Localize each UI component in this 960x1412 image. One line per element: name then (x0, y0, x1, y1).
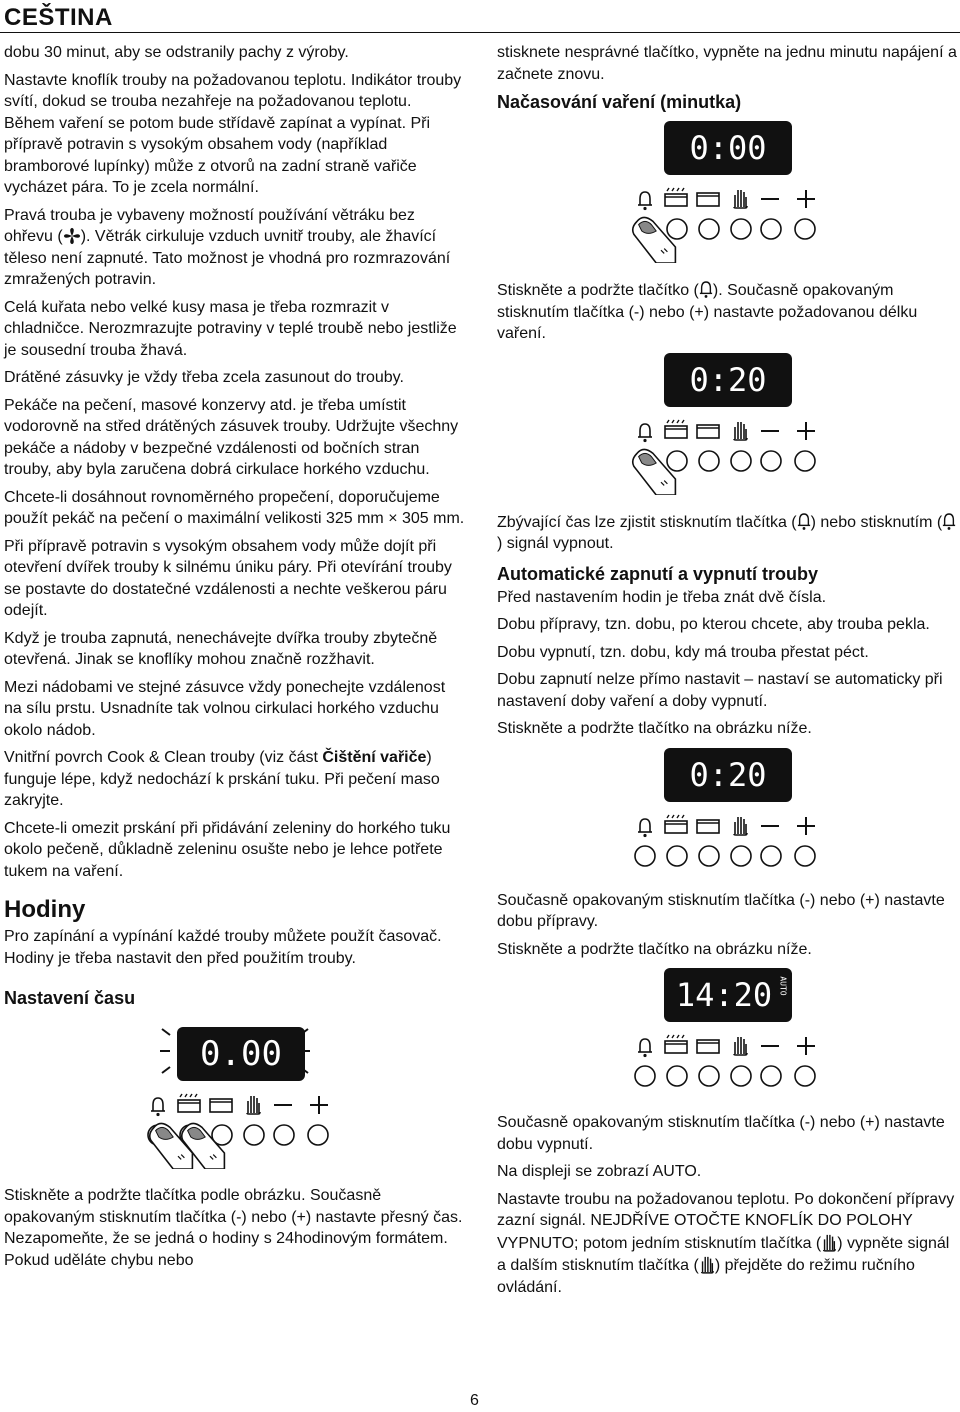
bell-icon (638, 819, 652, 837)
bell-icon (638, 1039, 652, 1057)
paragraph: Pekáče na pečení, masové konzervy atd. je třeba umístit vodorovně na střed drátěných zásuvek trouby. Udržujte všechny pekáče a nádoby v bezpečné vzdálenosti od bočních stran trouby, aby byla zaručena dobrá cirkulace horkého vzduchu. (4, 396, 459, 478)
grill-icon (665, 420, 687, 438)
heading-nastaveni-casu: Nastavení času (4, 988, 136, 1008)
paragraph-remaining-time: Zbývající čas lze zjistit stisknutím tlačítka ( ) nebo stisknutím () signál vypnout. (497, 511, 957, 555)
oven-icon (697, 425, 719, 438)
paragraph: Celá kuřata nebo velké kusy masa je třeba rozmrazit v chladničce. Nerozmrazujte potraviny v teplé troubě nebo jestliže je sousední trouba žhavá. (4, 298, 457, 359)
hand-icon (734, 422, 747, 440)
button-row (633, 802, 833, 880)
paragraph-cook-clean: Vnitřní povrch Cook & Clean trouby (viz část Čištění vařiče) funguje lépe, když nedochází k prskání tuku. Při pečení maso zakryjte. (4, 749, 440, 809)
paragraph: Chcete-li dosáhnout rovnoměrného propečení, doporučujeme použít pekáč na pečení o maximální velikosti 325 mm × 305 mm. (4, 488, 465, 527)
section-reference: Čištění vařiče (322, 749, 427, 766)
bell-icon (942, 511, 956, 531)
plus-button[interactable] (795, 219, 815, 239)
grill-button[interactable] (667, 846, 687, 866)
grill-icon (178, 1094, 200, 1112)
minus-button[interactable] (274, 1125, 294, 1145)
paragraph: Na displeji se zobrazí AUTO. (497, 1163, 702, 1180)
button-row (633, 407, 833, 485)
auto-indicator: AUTO (778, 976, 788, 996)
right-column (497, 42, 957, 1304)
paragraph: dobu 30 minut, aby se odstranily pachy z výroby. (4, 44, 349, 61)
paragraph: Dobu zapnutí nelze přímo nastavit – nastaví se automaticky při nastavení doby vaření a doby vypnutí. (497, 671, 943, 710)
paragraph: Současně opakovaným stisknutím tlačítka (-) nebo (+) nastavte dobu vypnutí. (497, 1114, 945, 1153)
bell-icon (151, 1098, 165, 1116)
oven-button[interactable] (699, 219, 719, 239)
paragraph-end-signal: Nastavte troubu na požadovanou teplotu. Po dokončení přípravy zazní signál. NEJDŘÍVE OTOČTE KNOFLÍK DO POLOHY VYPNUTO; potom jedním stisknutím tlačítka ( ) vypněte signál a dalším stisknutím tlačítka ( ) přejděte do režimu ručního ovládání. (497, 1190, 955, 1296)
paragraph: stisknete nesprávné tlačítko, vypněte na jednu minutu napájení a začnete znovu. (497, 44, 957, 83)
oven-button[interactable] (699, 846, 719, 866)
control-panel (146, 1027, 346, 1159)
paragraph: Stiskněte a podržte tlačítko na obrázku níže. (497, 940, 812, 958)
finger-press-icon (633, 217, 676, 263)
header-rule (0, 32, 960, 33)
bell-icon (797, 511, 811, 531)
plus-button[interactable] (795, 1066, 815, 1086)
heading-minutka: Načasování vaření (minutka) (497, 92, 742, 112)
minus-button[interactable] (761, 1066, 781, 1086)
paragraph: Dobu vypnutí, tzn. dobu, kdy má trouba přestat péct. (497, 643, 869, 661)
paragraph: Stiskněte a podržte tlačítko na obrázku níže. (497, 720, 812, 737)
plus-icon (310, 1096, 328, 1114)
oven-button[interactable] (699, 451, 719, 471)
clock-display (177, 1027, 305, 1081)
bell-icon (699, 279, 713, 299)
paragraph: Drátěné zásuvky je vždy třeba zcela zasunout do trouby. (4, 369, 404, 386)
paragraph: Pro zapínání a vypínání každé trouby můžete použít časovač. Hodiny je třeba nastavit den před použitím trouby. (4, 928, 442, 967)
hand-button[interactable] (731, 846, 751, 866)
paragraph: Mezi nádobami ve stejné zásuvce vždy ponechejte vzdálenost na sílu prstu. Usnadníte tak volnou cirkulaci horkého vzduchu okolo nádob. (4, 678, 446, 739)
paragraph: Když je trouba zapnutá, nenechávejte dvířka trouby zbytečně otevřená. Jinak se knoflíky mohou značně rozžhavit. (4, 629, 438, 668)
bell-icon (638, 424, 652, 442)
bell-icon (638, 192, 652, 210)
hand-icon (734, 817, 747, 835)
paragraph-minutka: Stiskněte a podržte tlačítko ( ). Současně opakovaným stisknutím tlačítka (-) nebo (+) nastavte požadovanou délku vaření. (497, 279, 957, 345)
bell-button[interactable] (635, 1066, 655, 1086)
oven-icon (697, 1040, 719, 1053)
plus-button[interactable] (795, 846, 815, 866)
minus-button[interactable] (761, 219, 781, 239)
paragraph: Současně opakovaným stisknutím tlačítka (-) nebo (+) nastavte dobu přípravy. (497, 891, 945, 930)
plus-icon (797, 1037, 815, 1055)
paragraph: Před nastavením hodin je třeba znát dvě čísla. (497, 588, 827, 606)
button-row (146, 1081, 346, 1159)
control-panel (633, 353, 833, 485)
display-time: 0.00 (200, 1034, 282, 1074)
plus-button[interactable] (308, 1125, 328, 1145)
paragraph: Stiskněte a podržte tlačítka podle obrázku. Současně opakovaným stisknutím tlačítka (-) nebo (+) nastavte přesný čas. Nezapomeňte, že se jedná o hodiny s 24hodinovým formátem. Pokud uděláte chybu nebo (4, 1187, 463, 1269)
grill-icon (665, 188, 687, 206)
paragraph-fan: Pravá trouba je vybaveny možností používání větráku bez ohřevu ( ). Větrák cirkuluje vzduch uvnitř trouby, ale žhavící těleso není zapnuté. Tato možnost je vhodná pro rozmrazování zmražených potravin. (4, 206, 451, 288)
page-number: 6 (470, 1392, 479, 1409)
hand-button[interactable] (731, 1066, 751, 1086)
hand-icon (821, 1232, 837, 1252)
grill-button[interactable] (667, 1066, 687, 1086)
hand-button[interactable] (731, 219, 751, 239)
finger-press-icon (182, 1123, 225, 1169)
plus-button[interactable] (795, 451, 815, 471)
left-column (4, 42, 466, 1277)
grill-icon (665, 815, 687, 833)
plus-icon (797, 422, 815, 440)
hand-icon (734, 190, 747, 208)
button-row (633, 175, 833, 253)
oven-button[interactable] (699, 1066, 719, 1086)
section-language-title: CEŠTINA (4, 4, 113, 31)
hand-icon (699, 1254, 715, 1274)
minus-button[interactable] (761, 846, 781, 866)
clock-display (664, 748, 792, 802)
clock-display (664, 121, 792, 175)
hand-icon (247, 1096, 260, 1114)
display-time: 0:20 (689, 360, 767, 399)
paragraph: Nastavte knoflík trouby na požadovanou teplotu. Indikátor trouby svítí, dokud se trouba nezahřeje na požadovanou teplotu. Během vaření se potom bude střídavě zapínat a vypínat. Při přípravě potravin s vysokým obsahem vody (například bramborové lupínky) může z otvorů na zadní straně vařiče vycházet pára. To je zcela normální. (4, 71, 462, 196)
bell-button[interactable] (635, 846, 655, 866)
oven-icon (697, 820, 719, 833)
oven-icon (697, 193, 719, 206)
fan-icon (63, 227, 81, 245)
control-panel (633, 121, 833, 253)
paragraph: Dobu přípravy, tzn. dobu, po kterou chcete, aby trouba pekla. (497, 616, 930, 633)
button-row (633, 1022, 833, 1100)
hand-button[interactable] (244, 1125, 264, 1145)
plus-icon (797, 190, 815, 208)
finger-press-icon (633, 449, 676, 495)
hand-icon (734, 1037, 747, 1055)
display-time: 0:00 (689, 129, 767, 167)
plus-icon (797, 817, 815, 835)
display-time: 14:20 (675, 976, 773, 1014)
paragraph: Chcete-li omezit prskání při přidávání zeleniny do horkého tuku okolo pečeně, důkladně zeleninu osušte nebo je lehce potřete tukem na vaření. (4, 819, 451, 880)
minus-button[interactable] (761, 451, 781, 471)
display-time: 0:20 (689, 755, 767, 794)
control-panel (633, 748, 833, 880)
grill-icon (665, 1035, 687, 1053)
clock-display (664, 353, 792, 407)
heading-auto: Automatické zapnutí a vypnutí trouby (497, 563, 819, 584)
oven-icon (210, 1099, 232, 1112)
control-panel (633, 968, 833, 1100)
hand-button[interactable] (731, 451, 751, 471)
heading-hodiny: Hodiny (4, 896, 86, 923)
paragraph: Při přípravě potravin s vysokým obsahem vody může dojít při otevření dvířek trouby k silnému úniku páry. Při otevírání trouby se postavte do dostatečné vzdálenosti a nechte veškerou páru odejít. (4, 537, 452, 619)
clock-display (664, 968, 792, 1022)
